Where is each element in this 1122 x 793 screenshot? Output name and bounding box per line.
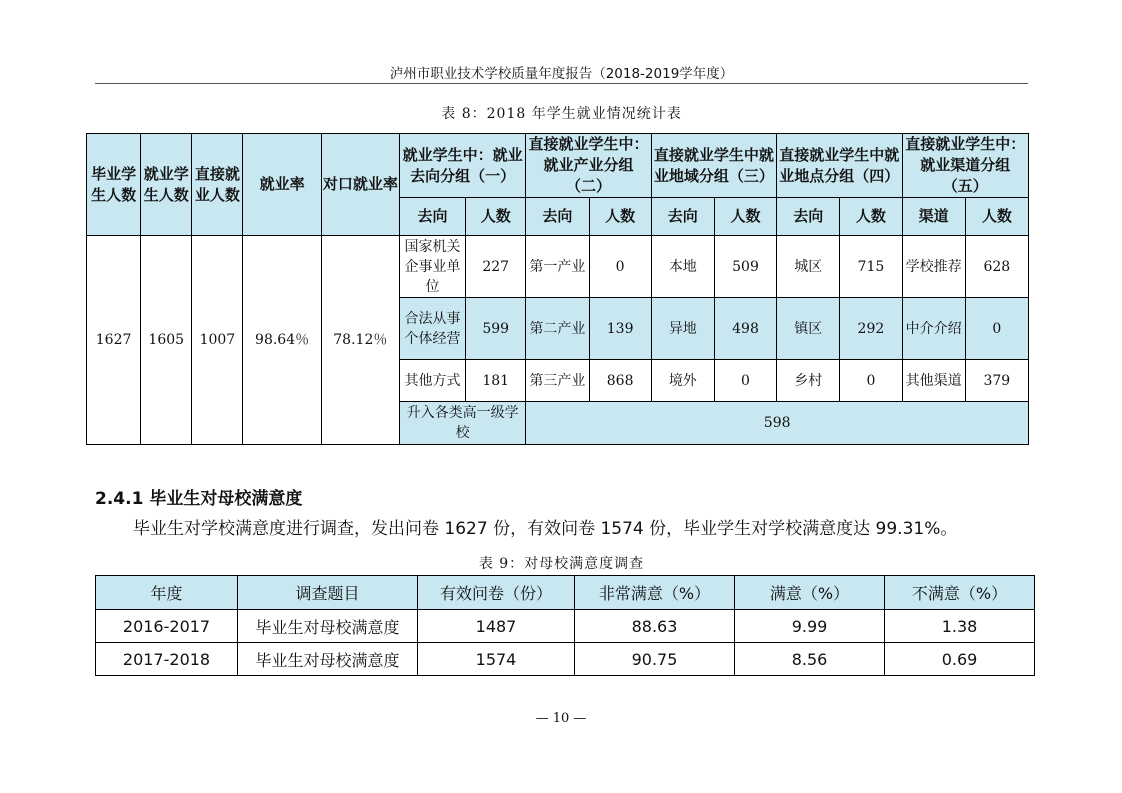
g3-count: 0 <box>714 360 776 402</box>
g1-count: 227 <box>466 236 526 298</box>
g1-count: 599 <box>466 298 526 360</box>
section-paragraph: 毕业生对学校满意度进行调查，发出问卷 1627 份，有效问卷 1574 份，毕业学生对学校满意度达 99.31%。 <box>133 519 958 539</box>
section-heading: 2.4.1 毕业生对母校满意度 <box>95 489 303 509</box>
g5-label: 中介介绍 <box>902 298 965 360</box>
value-matched-rate: 78.12％ <box>321 236 399 445</box>
table8-caption: 表 8：2018 年学生就业情况统计表 <box>441 106 682 122</box>
satisfaction-survey-table <box>95 575 1035 676</box>
g2-label: 第一产业 <box>526 236 589 298</box>
t9-very-satisfied: 88.63 <box>575 610 735 643</box>
t9-header-unsatisfied: 不满意（%） <box>885 576 1035 610</box>
header-group3: 直接就业学生中就业地域分组（三） <box>651 134 776 198</box>
subheader-count: 人数 <box>714 198 776 236</box>
g3-count: 509 <box>714 236 776 298</box>
t9-year: 2016-2017 <box>96 610 238 643</box>
t9-satisfied: 8.56 <box>735 643 885 676</box>
t9-satisfied: 9.99 <box>735 610 885 643</box>
t9-header-topic: 调查题目 <box>238 576 418 610</box>
t9-header-very-satisfied: 非常满意（%） <box>575 576 735 610</box>
header-group2: 直接就业学生中：就业产业分组（二） <box>526 134 651 198</box>
g4-label: 镇区 <box>777 298 840 360</box>
g1-count: 181 <box>466 360 526 402</box>
g5-label: 其他渠道 <box>902 360 965 402</box>
g3-label: 本地 <box>651 236 714 298</box>
value-direct: 1007 <box>192 236 243 445</box>
subheader-channel: 渠道 <box>902 198 965 236</box>
g5-label: 学校推荐 <box>902 236 965 298</box>
subheader-dest: 去向 <box>777 198 840 236</box>
t9-valid: 1574 <box>418 643 575 676</box>
further-study-count: 598 <box>526 402 1029 445</box>
g2-count: 139 <box>589 298 651 360</box>
t9-topic: 毕业生对母校满意度 <box>238 610 418 643</box>
g5-count: 379 <box>965 360 1028 402</box>
g4-count: 292 <box>840 298 902 360</box>
value-rate: 98.64％ <box>243 236 321 445</box>
table9-caption: 表 9：对母校满意度调查 <box>478 556 645 572</box>
table-row <box>96 643 1035 676</box>
t9-valid: 1487 <box>418 610 575 643</box>
t9-very-satisfied: 90.75 <box>575 643 735 676</box>
table-row <box>96 610 1035 643</box>
g4-label: 乡村 <box>777 360 840 402</box>
g1-label: 其他方式 <box>399 360 465 402</box>
g2-label: 第三产业 <box>526 360 589 402</box>
g5-count: 0 <box>965 298 1028 360</box>
header-divider <box>95 83 1028 84</box>
t9-topic: 毕业生对母校满意度 <box>238 643 418 676</box>
header-matched-rate: 对口就业率 <box>321 134 399 236</box>
t9-year: 2017-2018 <box>96 643 238 676</box>
g1-label: 合法从事个体经营 <box>399 298 465 360</box>
t9-header-valid: 有效问卷（份） <box>418 576 575 610</box>
g5-count: 628 <box>965 236 1028 298</box>
page-header-title: 泸州市职业技术学校质量年度报告（2018-2019学年度） <box>389 66 734 82</box>
header-graduates: 毕业学生人数 <box>87 134 141 236</box>
page-number: — 10 — <box>535 711 587 726</box>
g1-label: 国家机关企事业单位 <box>399 236 465 298</box>
header-rate: 就业率 <box>243 134 321 236</box>
g4-count: 0 <box>840 360 902 402</box>
t9-unsatisfied: 0.69 <box>885 643 1035 676</box>
subheader-dest: 去向 <box>526 198 589 236</box>
g4-label: 城区 <box>777 236 840 298</box>
value-employed: 1605 <box>141 236 192 445</box>
g2-count: 868 <box>589 360 651 402</box>
subheader-count: 人数 <box>466 198 526 236</box>
g3-label: 境外 <box>651 360 714 402</box>
value-graduates: 1627 <box>87 236 141 445</box>
t9-unsatisfied: 1.38 <box>885 610 1035 643</box>
t9-header-satisfied: 满意（%） <box>735 576 885 610</box>
subheader-dest: 去向 <box>399 198 465 236</box>
subheader-count: 人数 <box>589 198 651 236</box>
subheader-count: 人数 <box>840 198 902 236</box>
g3-count: 498 <box>714 298 776 360</box>
g4-count: 715 <box>840 236 902 298</box>
header-employed: 就业学生人数 <box>141 134 192 236</box>
header-direct: 直接就业人数 <box>192 134 243 236</box>
t9-header-year: 年度 <box>96 576 238 610</box>
subheader-dest: 去向 <box>651 198 714 236</box>
g3-label: 异地 <box>651 298 714 360</box>
g2-label: 第二产业 <box>526 298 589 360</box>
header-group1: 就业学生中：就业去向分组（一） <box>399 134 525 198</box>
header-group4: 直接就业学生中就业地点分组（四） <box>777 134 902 198</box>
g2-count: 0 <box>589 236 651 298</box>
further-study-label: 升入各类高一级学校 <box>399 402 525 445</box>
header-group5: 直接就业学生中：就业渠道分组（五） <box>902 134 1029 198</box>
subheader-count: 人数 <box>965 198 1028 236</box>
employment-statistics-table <box>86 133 1029 445</box>
